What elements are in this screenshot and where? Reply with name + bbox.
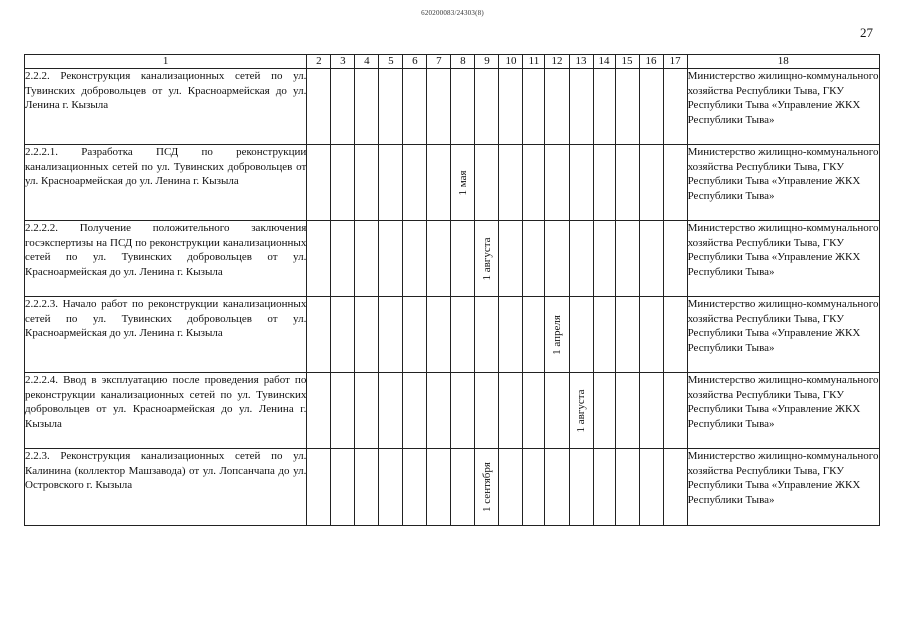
deadline-date: 1 мая — [456, 169, 469, 196]
column-header: 3 — [331, 55, 355, 69]
column-header: 12 — [545, 55, 569, 69]
task-description: 2.2.3. Реконструкция канализационных сетей по ул. Калинина (коллектор Машзавода) от ул. Лопсанчапа до ул. Островского г. Кызыла — [25, 449, 307, 526]
responsible-party: Министерство жилищно-коммунального хозяйства Республики Тыва, ГКУ Республики Тыва «Управление ЖКХ Республики Тыва» — [687, 221, 879, 297]
table-row — [25, 449, 880, 526]
schedule-table — [24, 54, 880, 526]
column-header: 8 — [451, 55, 475, 69]
table-row — [25, 145, 880, 221]
responsible-party: Министерство жилищно-коммунального хозяйства Республики Тыва, ГКУ Республики Тыва «Управление ЖКХ Республики Тыва» — [687, 297, 879, 373]
column-header: 4 — [355, 55, 379, 69]
deadline-date: 1 августа — [575, 388, 587, 433]
column-number-row — [25, 55, 880, 69]
table-row — [25, 297, 880, 373]
column-header: 14 — [593, 55, 615, 69]
column-header: 16 — [639, 55, 663, 69]
column-header: 15 — [615, 55, 639, 69]
column-header: 7 — [427, 55, 451, 69]
task-description: 2.2.2.2. Получение положительного заключения госэкспертизы на ПСД по реконструкции канализационных сетей по ул. Тувинских добровольцев от ул. Красноармейская до ул. Ленина г. Кызыла — [25, 221, 307, 297]
responsible-party: Министерство жилищно-коммунального хозяйства Республики Тыва, ГКУ Республики Тыва «Управление ЖКХ Республики Тыва» — [687, 373, 879, 449]
task-description: 2.2.2.1. Разработка ПСД по реконструкции канализационных сетей по ул. Тувинских добровольцев от ул. Красноармейская до ул. Ленина г. Кызыла — [25, 145, 307, 221]
column-header: 1 — [25, 55, 307, 69]
column-header: 6 — [403, 55, 427, 69]
column-header: 9 — [475, 55, 499, 69]
table-row — [25, 221, 880, 297]
task-description: 2.2.2.4. Ввод в эксплуатацию после проведения работ по реконструкции канализационных сетей по ул. Тувинских добровольцев от ул. Красноармейская до ул. Ленина г. Кызыла — [25, 373, 307, 449]
table-row — [25, 69, 880, 145]
column-header: 5 — [379, 55, 403, 69]
column-header: 10 — [499, 55, 523, 69]
responsible-party: Министерство жилищно-коммунального хозяйства Республики Тыва, ГКУ Республики Тыва «Управление ЖКХ Республики Тыва» — [687, 449, 879, 526]
responsible-party: Министерство жилищно-коммунального хозяйства Республики Тыва, ГКУ Республики Тыва «Управление ЖКХ Республики Тыва» — [687, 145, 879, 221]
column-header: 18 — [687, 55, 879, 69]
column-header: 17 — [663, 55, 687, 69]
table-row — [25, 373, 880, 449]
deadline-date: 1 апреля — [550, 314, 563, 355]
responsible-party: Министерство жилищно-коммунального хозяйства Республики Тыва, ГКУ Республики Тыва «Управление ЖКХ Республики Тыва» — [687, 69, 879, 145]
task-description: 2.2.2.3. Начало работ по реконструкции канализационных сетей по ул. Тувинских добровольцев от ул. Красноармейская до ул. Ленина г. Кызыла — [25, 297, 307, 373]
document-id: 620200083/24303(8) — [421, 9, 484, 17]
deadline-date: 1 августа — [480, 236, 493, 281]
deadline-date: 1 сентября — [480, 462, 493, 512]
column-header: 13 — [569, 55, 593, 69]
column-header: 11 — [523, 55, 545, 69]
column-header: 2 — [307, 55, 331, 69]
task-description: 2.2.2. Реконструкция канализационных сетей по ул. Тувинских добровольцев от ул. Красноармейская до ул. Ленина г. Кызыла — [25, 69, 307, 145]
page-number: 27 — [860, 25, 873, 40]
